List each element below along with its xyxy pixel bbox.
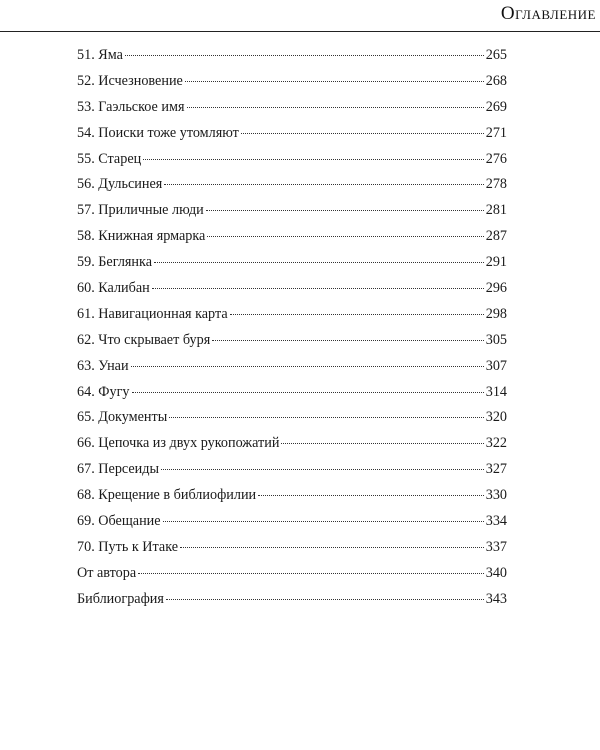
dot-leader bbox=[180, 546, 484, 548]
toc-entry-title: 60. Калибан bbox=[77, 280, 150, 297]
toc-entry-page: 330 bbox=[485, 487, 507, 504]
toc-entry bbox=[77, 198, 507, 224]
dot-leader bbox=[164, 183, 483, 185]
table-of-contents bbox=[77, 43, 507, 613]
toc-entry bbox=[77, 380, 507, 406]
toc-entry-page: 268 bbox=[485, 72, 507, 89]
dot-leader bbox=[241, 132, 484, 134]
toc-entry-title: 57. Приличные люди bbox=[77, 202, 204, 219]
toc-entry-title: 55. Старец bbox=[77, 150, 142, 167]
toc-entry-title: 63. Унаи bbox=[77, 357, 129, 374]
toc-entry-page: 276 bbox=[485, 150, 507, 167]
dot-leader bbox=[212, 339, 484, 341]
toc-entry-title: 64. Фугу bbox=[77, 383, 130, 400]
dot-leader bbox=[152, 287, 484, 289]
toc-entry bbox=[77, 328, 507, 354]
dot-leader bbox=[230, 313, 484, 315]
toc-entry-page: 296 bbox=[485, 280, 507, 297]
toc-entry-page: 322 bbox=[485, 435, 507, 452]
toc-entry-title: 62. Что скрывает буря bbox=[77, 331, 211, 348]
toc-entry-title: 58. Книжная ярмарка bbox=[77, 228, 206, 245]
dot-leader bbox=[206, 209, 484, 211]
toc-entry-title: 69. Обещание bbox=[77, 513, 161, 530]
toc-entry bbox=[77, 535, 507, 561]
toc-entry-page: 314 bbox=[485, 383, 507, 400]
toc-entry-page: 269 bbox=[485, 98, 507, 115]
toc-entry bbox=[77, 354, 507, 380]
toc-entry-title: 68. Крещение в библиофилии bbox=[77, 487, 257, 504]
toc-entry-page: 278 bbox=[485, 176, 507, 193]
toc-entry bbox=[77, 147, 507, 173]
toc-entry-title: 52. Исчезновение bbox=[77, 72, 183, 89]
toc-entry-page: 327 bbox=[485, 461, 507, 478]
running-header bbox=[0, 0, 600, 32]
dot-leader bbox=[185, 80, 484, 82]
toc-entry bbox=[77, 457, 507, 483]
toc-entry bbox=[77, 302, 507, 328]
dot-leader bbox=[143, 158, 484, 160]
dot-leader bbox=[169, 416, 483, 418]
dot-leader bbox=[166, 598, 484, 600]
toc-entry-page: 281 bbox=[485, 202, 507, 219]
dot-leader bbox=[281, 442, 483, 444]
toc-entry-page: 334 bbox=[485, 513, 507, 530]
toc-entry bbox=[77, 43, 507, 69]
toc-entry bbox=[77, 509, 507, 535]
dot-leader bbox=[138, 572, 484, 574]
toc-entry bbox=[77, 250, 507, 276]
toc-entry-title: 70. Путь к Итаке bbox=[77, 538, 179, 555]
dot-leader bbox=[258, 494, 484, 496]
toc-entry-title: 66. Цепочка из двух рукопожатий bbox=[77, 435, 280, 452]
toc-entry bbox=[77, 172, 507, 198]
toc-entry-title: 54. Поиски тоже утомляют bbox=[77, 124, 239, 141]
toc-entry-title: От автора bbox=[77, 564, 137, 581]
dot-leader bbox=[207, 235, 483, 237]
toc-entry bbox=[77, 276, 507, 302]
toc-entry bbox=[77, 121, 507, 147]
toc-entry bbox=[77, 69, 507, 95]
toc-entry-page: 340 bbox=[485, 564, 507, 581]
dot-leader bbox=[125, 54, 484, 56]
toc-entry bbox=[77, 561, 507, 587]
dot-leader bbox=[154, 261, 484, 263]
toc-entry-page: 265 bbox=[485, 47, 507, 63]
toc-entry-page: 337 bbox=[485, 538, 507, 555]
toc-entry-page: 307 bbox=[485, 357, 507, 374]
toc-entry-page: 343 bbox=[485, 590, 507, 607]
dot-leader bbox=[187, 106, 484, 108]
toc-entry-title: 65. Документы bbox=[77, 409, 168, 426]
dot-leader bbox=[131, 365, 484, 367]
header-title: Оглавление bbox=[500, 3, 596, 24]
toc-entry bbox=[77, 483, 507, 509]
toc-entry-page: 287 bbox=[485, 228, 507, 245]
toc-entry bbox=[77, 224, 507, 250]
dot-leader bbox=[163, 520, 484, 522]
toc-entry-page: 320 bbox=[485, 409, 507, 426]
toc-entry-page: 291 bbox=[485, 254, 507, 271]
toc-entry-title: 53. Гаэльское имя bbox=[77, 98, 185, 115]
toc-entry bbox=[77, 95, 507, 121]
toc-entry-title: 61. Навигационная карта bbox=[77, 305, 228, 322]
toc-entry-title: 56. Дульсинея bbox=[77, 176, 163, 193]
toc-entry-title: 67. Персеиды bbox=[77, 461, 160, 478]
toc-entry bbox=[77, 587, 507, 613]
toc-entry bbox=[77, 405, 507, 431]
toc-entry-title: 59. Беглянка bbox=[77, 254, 152, 271]
toc-entry-page: 271 bbox=[485, 124, 507, 141]
toc-entry-page: 305 bbox=[485, 331, 507, 348]
toc-entry-title: 51. Яма bbox=[77, 47, 123, 63]
dot-leader bbox=[161, 468, 484, 470]
toc-entry-title: Библиография bbox=[77, 590, 164, 607]
dot-leader bbox=[132, 391, 484, 393]
toc-entry bbox=[77, 431, 507, 457]
toc-entry-page: 298 bbox=[485, 305, 507, 322]
